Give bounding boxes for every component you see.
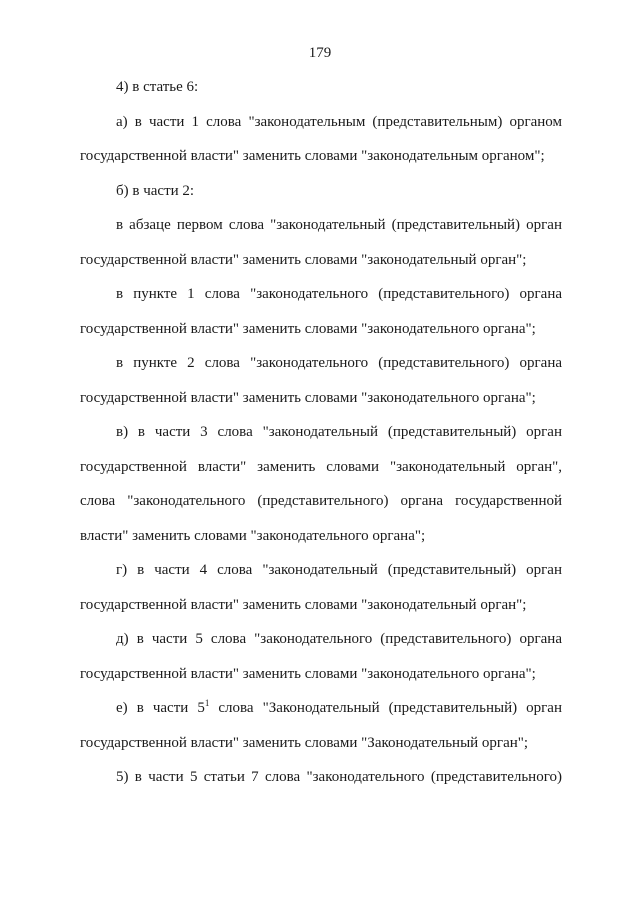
text-line: государственной власти" заменить словами "законодательный орган", [80,458,562,475]
text-line: 4) в статье 6: [116,79,199,95]
text-line: государственной власти" заменить словами "Законодательный орган"; [80,734,529,751]
text-line: д) в части 5 слова "законодательного (представительного) органа [116,631,562,647]
text-line: г) в части 4 слова "законодательный (представительный) орган [116,562,562,578]
text-line: слова "законодательного (представительного) органа государственной [80,493,562,509]
text-line: государственной власти" заменить словами "законодательный орган"; [80,596,527,613]
text-line: государственной власти" заменить словами "законодательного органа"; [80,389,536,406]
superscript: 1 [204,698,210,708]
text-line: 5) в части 5 статьи 7 слова "законодательного (представительного) [116,769,562,785]
text-line-with-superscript [80,698,562,733]
text-line: государственной власти" заменить словами "законодательного органа"; [80,665,536,682]
text-segment: е) в части 5 [116,700,205,716]
text-line: государственной власти" заменить словами "законодательным органом"; [80,148,545,164]
text-line: государственной власти" заменить словами "законодательный орган"; [80,251,527,268]
document-body [80,77,562,802]
text-line: в) в части 3 слова "законодательный (представительный) орган [116,424,562,440]
text-line: а) в части 1 слова "законодательным (представительным) органом [116,113,562,130]
text-segment: слова "Законодательный (представительный) орган [209,700,562,716]
text-line: в пункте 2 слова "законодательного (представительного) органа [116,355,562,371]
text-line: б) в части 2: [116,182,195,199]
text-line: в абзаце первом слова "законодательный (представительный) орган [116,217,562,233]
text-line: власти" заменить словами "законодательного органа"; [80,527,426,544]
text-line: в пункте 1 слова "законодательного (представительного) органа [116,286,562,302]
text-line: государственной власти" заменить словами "законодательного органа"; [80,320,536,337]
page-number: 179 [308,45,332,61]
